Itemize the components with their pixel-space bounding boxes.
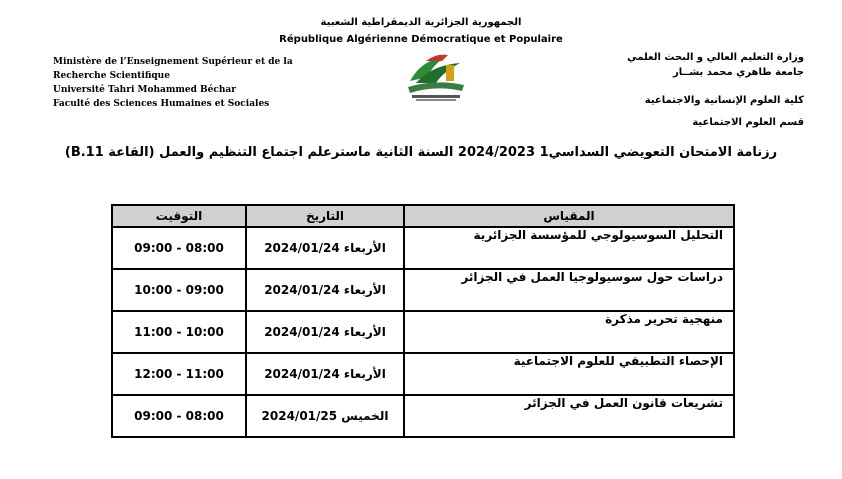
header-date: التاريخ (246, 205, 404, 227)
ministry-line: Ministère de l’Enseignement Supérieur et de la (53, 57, 293, 67)
time-cell: 09:00 - 08:00 (112, 227, 246, 269)
ministry-arabic-line: وزارة التعليم العالي و البحث العلمي (627, 52, 804, 63)
faculty-arabic: كلية العلوم الإنسانية والاجتماعية (644, 95, 804, 106)
page-title: رزنامة الامتحان التعويضي السداسي1 2024/2023 السنة الثانية ماسترعلم اجتماع التنظيم والعمل (القاعة B.11) (64, 145, 778, 160)
university-logo (402, 51, 470, 103)
department-arabic: قسم العلوم الاجتماعية (692, 117, 804, 128)
date-cell: الخميس 2024/01/25 (246, 395, 404, 437)
table-header-row (112, 205, 734, 227)
table-row (112, 311, 734, 353)
republic-french: République Algérienne Démocratique et Populaire (279, 34, 563, 45)
ministry-french-block (53, 55, 293, 111)
module-cell: دراسات حول سوسيولوجيا العمل في الجزائر (404, 269, 734, 311)
date-cell: الأربعاء 2024/01/24 (246, 269, 404, 311)
module-cell: تشريعات قانون العمل في الجزائر (404, 395, 734, 437)
table-row (112, 269, 734, 311)
header-module: المقياس (404, 205, 734, 227)
module-cell: الإحصاء التطبيقي للعلوم الاجتماعية (404, 353, 734, 395)
faculty-line: Faculté des Sciences Humaines et Sociales (53, 99, 270, 109)
time-cell: 09:00 - 08:00 (112, 395, 246, 437)
date-cell: الأربعاء 2024/01/24 (246, 311, 404, 353)
module-cell: التحليل السوسيولوجي للمؤسسة الجزائرية (404, 227, 734, 269)
table-row (112, 353, 734, 395)
module-cell: منهجية تحرير مذكرة (404, 311, 734, 353)
date-cell: الأربعاء 2024/01/24 (246, 353, 404, 395)
header-time: التوقيت (112, 205, 246, 227)
university-line: Université Tahri Mohammed Béchar (53, 85, 236, 95)
republic-arabic: الجمهورية الجزائرية الديمقراطية الشعبية (320, 17, 522, 28)
table-row (112, 395, 734, 437)
university-arabic-line: جامعة طاهري محمد بشــار (673, 67, 804, 78)
ministry-arabic-block (627, 50, 804, 80)
time-cell: 11:00 - 10:00 (112, 311, 246, 353)
date-cell: الأربعاء 2024/01/24 (246, 227, 404, 269)
time-cell: 10:00 - 09:00 (112, 269, 246, 311)
time-cell: 12:00 - 11:00 (112, 353, 246, 395)
ministry-line: Recherche Scientifique (53, 71, 170, 81)
table-row (112, 227, 734, 269)
exam-schedule-table (111, 204, 735, 438)
